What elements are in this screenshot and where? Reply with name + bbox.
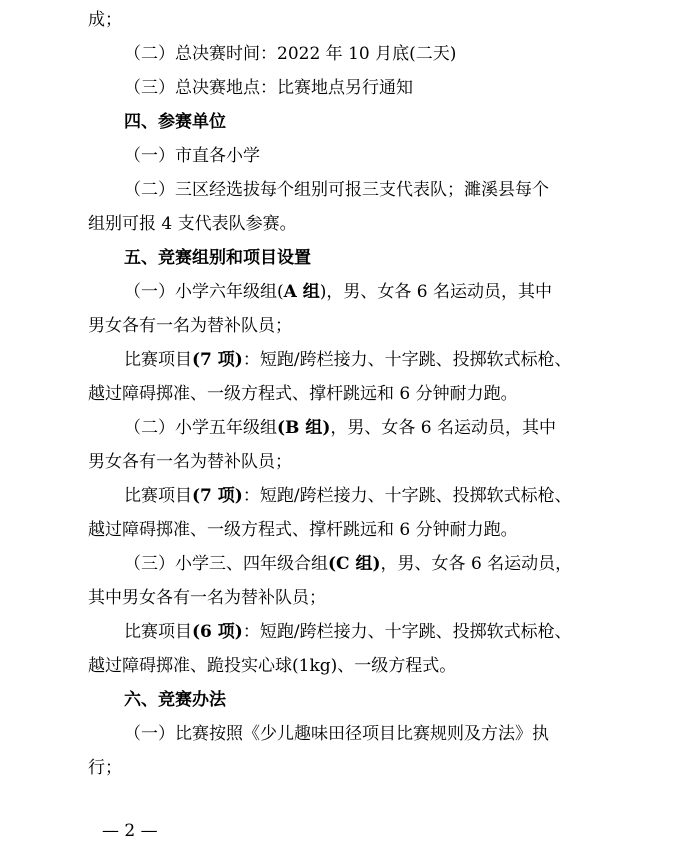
text-line: （一）小学六年级组(A 组)，男、女各 6 名运动员，其中 — [124, 282, 553, 302]
text-line: 男女各有一名为替补队员； — [88, 316, 292, 336]
text-line: （一）市直各小学 — [124, 146, 260, 166]
text-line: 比赛项目(7 项)：短跑/跨栏接力、十字跳、投掷软式标枪、 — [124, 486, 572, 506]
text-line: 成； — [88, 10, 122, 30]
text-line: （二）小学五年级组(B 组)，男、女各 6 名运动员，其中 — [124, 418, 556, 438]
text-line: 越过障碍掷准、一级方程式、撑杆跳远和 6 分钟耐力跑。 — [88, 384, 518, 404]
text-line: （三）小学三、四年级合组(C 组)，男、女各 6 名运动员， — [124, 554, 573, 574]
section-heading: 四、参赛单位 — [124, 112, 226, 132]
section-heading: 六、竞赛办法 — [124, 690, 226, 710]
text-line: （二）总决赛时间：2022 年 10 月底(二天) — [124, 44, 457, 64]
text-line: 男女各有一名为替补队员； — [88, 452, 292, 472]
text-line: 越过障碍掷准、一级方程式、撑杆跳远和 6 分钟耐力跑。 — [88, 520, 518, 540]
text-line: （二）三区经选拔每个组别可报三支代表队；濉溪县每个 — [124, 180, 549, 200]
text-line: 其中男女各有一名为替补队员； — [88, 588, 326, 608]
text-line: 组别可报 4 支代表队参赛。 — [88, 214, 297, 234]
text-line: 比赛项目(7 项)：短跑/跨栏接力、十字跳、投掷软式标枪、 — [124, 350, 572, 370]
section-heading: 五、竞赛组别和项目设置 — [124, 248, 311, 268]
text-line: （三）总决赛地点：比赛地点另行通知 — [124, 78, 413, 98]
text-line: 比赛项目(6 项)：短跑/跨栏接力、十字跳、投掷软式标枪、 — [124, 622, 572, 642]
text-line: 越过障碍掷准、跪投实心球(1kg)、一级方程式。 — [88, 656, 457, 676]
page-number: — 2 — — [102, 821, 158, 841]
text-line: （一）比赛按照《少儿趣味田径项目比赛规则及方法》执 — [124, 724, 549, 744]
text-line: 行； — [88, 758, 122, 778]
